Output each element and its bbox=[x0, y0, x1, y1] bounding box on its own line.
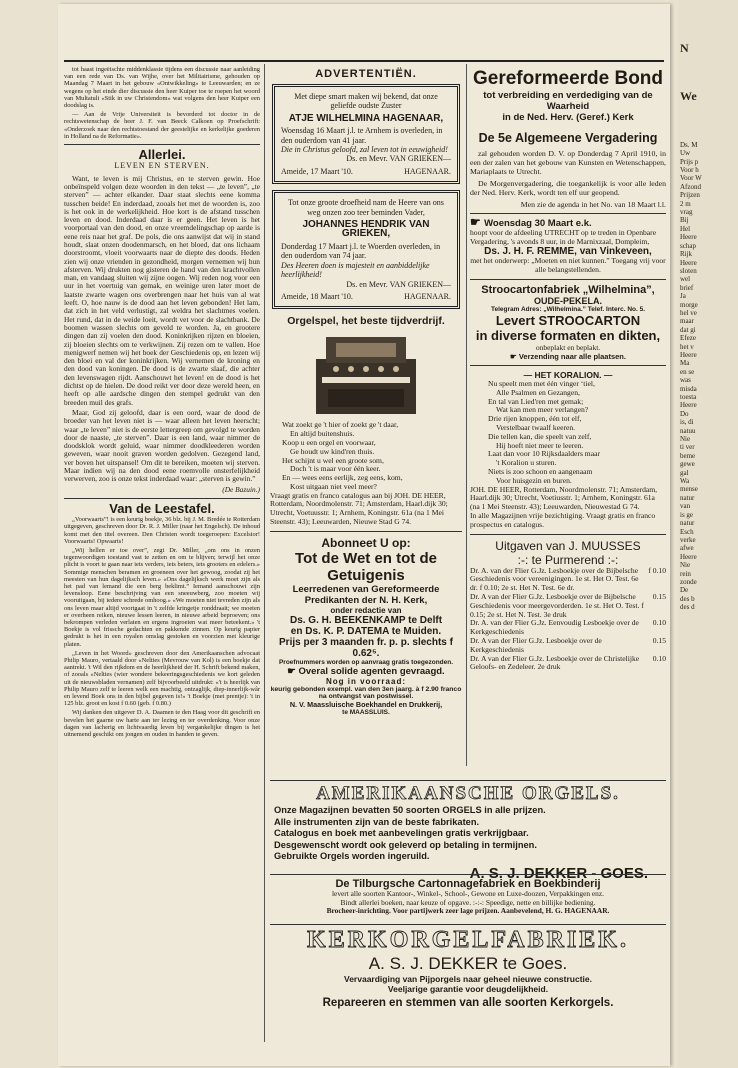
fragment-line: gewe bbox=[680, 460, 695, 469]
fragment-line: Afzond bbox=[680, 182, 701, 191]
column-3 bbox=[470, 66, 666, 766]
vergadering-title: De 5e Algemeene Vergadering bbox=[478, 131, 658, 145]
bond-title: Gereformeerde Bond bbox=[472, 68, 664, 89]
amerikaansche-orgels-ad bbox=[270, 780, 666, 882]
fragment-line: was bbox=[680, 376, 691, 385]
fragment-line: Ja bbox=[680, 292, 686, 301]
notice-name: ATJE WILHELMINA HAGENAAR, bbox=[288, 112, 444, 124]
divider bbox=[470, 279, 666, 280]
intro-paragraph: tot haast ingeëischte middenklassie tijdens een discussie naar aanleiding van een rede van Ds. van Wijhe, over het Militairisme, gehouden op Maandag 7 Maart in het gebouw «Ontwikkeling» te Leeuwarden; en ze wegens op het einde dier discussie den heer Kuiper toe te roepen het woord van Multatuli «Stik in uw Christendom» wat volgens den heer Kuiper een doodslag is. bbox=[64, 66, 260, 110]
poem-line: En — wees eens eerlijk, zeg eens, kom, bbox=[282, 473, 403, 483]
vergadering-paragraph: Men zie de agenda in het No. van 18 Maart l.l. bbox=[520, 200, 666, 209]
poem-line: Wat zoekt ge 't hier of zoekt ge 't daar, bbox=[282, 420, 399, 430]
fragment-line: sloten bbox=[680, 266, 697, 275]
amer-line: Catalogus en boek met aanbevelingen gratis verkrijgbaar. bbox=[274, 828, 529, 838]
abonneet-proef: Proefnummers worden op aanvraag gratis toegezonden. bbox=[278, 658, 454, 666]
tilb-title: De Tilburgsche Cartonnagefabriek en Boekbinderij bbox=[335, 878, 601, 890]
divider bbox=[470, 213, 666, 214]
tilb-line: levert alle soorten Kantoor-, Winkel-, School-, Gewone en Luxe-doozen, Verpakkingen enz. bbox=[331, 889, 605, 898]
koralion-extra: In alle Magazijnen vrije bezichtiging. Vraagt gratis en franco prospectus en catalogus. bbox=[470, 510, 656, 529]
fragment-line: rein bbox=[680, 569, 691, 578]
stroo-adres: Telegram Adres: „Wilhelmina.” Telef. Interc. No. 5. bbox=[490, 305, 646, 313]
notice-intro: Tot onze groote droefheid nam de Heere van ons weg onzen zoo teer beminden Vader, bbox=[288, 198, 444, 217]
poem-line: Nu speelt men met één vinger ‘tiel, bbox=[488, 378, 595, 388]
leven-signature: (De Bazuin.) bbox=[222, 484, 260, 494]
fragment-line: vrag bbox=[680, 208, 693, 217]
notice-place-date: Ameide, 18 Maart '10. bbox=[281, 291, 353, 301]
amer-line: Onze Magazijnen bevatten 50 soorten ORGELS in alle prijzen. bbox=[274, 805, 546, 815]
pointing-hand-icon: ☛ bbox=[287, 665, 299, 677]
fragment-line: Rijk bbox=[680, 250, 693, 259]
abonneet-sub: Leerredenen van Gereformeerde Predikanten der N. H. Kerk, bbox=[292, 583, 440, 606]
pointing-hand-icon: ☛ bbox=[470, 215, 485, 229]
poem-line: Ge houdt uw kind'ren thuis. bbox=[290, 446, 375, 456]
notice-signature: Ds. en Mevr. VAN GRIEKEN— bbox=[346, 279, 451, 289]
fragment-line: Efeze bbox=[680, 334, 696, 343]
poem-line: Voor huisgezin en buren. bbox=[496, 475, 572, 485]
fragment-line: Prijzen bbox=[680, 191, 700, 200]
intro-paragraph: — Aan de Vrije Universiteit is bevorderd tot doctor in de rechtswetenschap de heer J. F. van Beeck Calkoen op Proefschrift: «Onderzoek naar den rechtstoestand der geestelijke en kerkelijke goederen in Holland na de Reformatie». bbox=[64, 111, 260, 140]
dekker-goes: A. S. J. DEKKER - GOES. bbox=[469, 864, 648, 882]
poem-line: Kost uitgaan niet veel meer? bbox=[290, 481, 377, 491]
book-title: Dr. A van der Flier G.Jz. Lesboekje over de Christelijke Geloofs- en Zedeleer. 2e druk bbox=[470, 653, 640, 672]
divider bbox=[64, 144, 260, 145]
allerlei-heading: Allerlei. bbox=[138, 147, 186, 163]
fragment-line: is, di bbox=[680, 418, 694, 427]
poem-line: Wat kan men meer verlangen? bbox=[496, 405, 589, 415]
column-rule-1 bbox=[264, 64, 265, 1042]
fragment-line: Voor h bbox=[680, 166, 699, 175]
fragment-line: gal bbox=[680, 468, 689, 477]
stroo-place: OUDE-PEKELA. bbox=[533, 295, 602, 306]
poem-line: En altijd buitenshuis. bbox=[290, 429, 355, 439]
list-item bbox=[470, 637, 666, 655]
kerkorgelfabriek-ad bbox=[270, 924, 666, 1009]
fragment-line: natur bbox=[680, 493, 695, 502]
fragment-line: Heere bbox=[680, 258, 697, 267]
notice-place-date: Ameide, 17 Maart '10. bbox=[281, 166, 353, 176]
fragment-line: hel ve bbox=[680, 308, 697, 317]
orgel-title: Orgelspel, het beste tijdverdrijf. bbox=[287, 315, 445, 328]
book-price: 0.15 bbox=[652, 635, 666, 645]
fragment-line: dat gi bbox=[680, 325, 696, 334]
fragment-line: ti ver bbox=[680, 443, 695, 452]
fragment-line: Nie bbox=[680, 435, 691, 444]
notice-signature: Ds. en Mevr. VAN GRIEKEN— bbox=[346, 154, 451, 164]
notice-signature-2: HAGENAAR. bbox=[404, 291, 451, 301]
list-item bbox=[470, 567, 666, 593]
list-item bbox=[470, 655, 666, 673]
remme-name: Ds. J. H. F. REMME, van Vinkeveen, bbox=[484, 246, 652, 258]
woensdag-notice bbox=[470, 215, 666, 246]
poem-line: Verstelbaar twaalf keeren. bbox=[496, 422, 576, 432]
fragment-line: toesta bbox=[680, 393, 697, 401]
abonneet-overal bbox=[270, 666, 462, 677]
fragment-line: afwe bbox=[680, 544, 694, 553]
column-rule-2 bbox=[466, 64, 467, 766]
death-notice-1 bbox=[272, 84, 460, 184]
book-title: Dr. A. van der Flier G.Jz. Lesboekje over de Bijbelsche Geschiedenis voor vereenigingen. 1e st. Het O. Test. 6e dr. f 0.10; 2e st. Het N. Test. 6e dr. bbox=[470, 565, 639, 593]
kerk-dekker: A. S. J. DEKKER te Goes. bbox=[368, 954, 568, 973]
muusses-title: Uitgaven van J. MUUSSES bbox=[495, 538, 641, 553]
fragment-line: Uw bbox=[680, 149, 691, 158]
leestafel-paragraph: „Leven in het Woord» geschreven door den Amerikaanschen advocaat Philip Mauro, vertaald door «Nelties (Mevrouw van Kol) is een boekje dat aantrekt. 't Wil den rijkdom en de heerlijkheid der H. Schrift bekend maken, of zooals «Nelties (wier wondere bekeeringsgeschiedenis we kort geleden uit de nieuwsbladen vernamen) zelf bijvoorbeeld uitdrukt: «'t is heerlijk van Philip Mauro zelf te leeren welk een machtig, ontzaglijk, diep-innerlijk-wâr en levend Boek ons in den bijbel gegeven is!» 't Boekje (met prentje): 't in 125 blz. groot en kost f 0.60 (geb. f 0.80.) bbox=[64, 649, 260, 708]
poem-line: Drie rijen knoppen, één tot elf, bbox=[488, 414, 582, 424]
fragment-line: natuu bbox=[680, 426, 696, 435]
fragment-line: Esch bbox=[680, 527, 694, 536]
poem-line: Koop u een orgel en voorwaar, bbox=[282, 437, 376, 447]
fragment-line: van bbox=[680, 502, 691, 511]
notice-quote: Des Heeren doen is majesteit en aanbiddelijke heerlijkheid! bbox=[281, 260, 430, 280]
koralion-text: JOH. DE HEER, Rotterdam, Noordmolenstr. 71; Amsterdam, Haarl.dijk 30; Utrecht, Voetiusstr. 1; Arnhem, Koningstr. 61a (na 1 Mei Steenstr. 43); Leeuwarden, Nieuwestad G 74. bbox=[470, 484, 658, 512]
divider bbox=[270, 531, 462, 532]
next-page-fragments bbox=[678, 0, 738, 616]
book-title: Dr. A. van der Flier G.Jz. Eenvoudig Lesboekje over de Kerkgeschiedenis bbox=[470, 618, 639, 637]
abonneet-keurig: keurig gebonden exempl. van den 3en jaarg. à f 2.90 franco na ontvangst van postwissel. bbox=[270, 685, 462, 700]
fragment-line: Do bbox=[680, 409, 689, 418]
abonneet-redactie: onder redactie van bbox=[330, 605, 402, 615]
kerk-line: Veeljarige garantie voor deugdelijkheid. bbox=[387, 984, 549, 994]
fragment-line: misda bbox=[680, 384, 697, 393]
next-page-edge bbox=[678, 0, 738, 1068]
amer-line: Alle instrumenten zijn van de beste fabrikaten. bbox=[274, 816, 480, 827]
leestafel-paragraph: Wij danken den uitgever D. A. Daamen te den Haag voor dit geschrift en bevelen het gaarne uw harte aan ter lezing en ter overdenking. Voor onze dagen van lacherig en lichtvaardig leven bij vergankelijke dingen is het uitnemend geschikt om jongen en ouden in handen te geven. bbox=[64, 709, 260, 739]
stroo-verzending-row bbox=[470, 352, 666, 361]
poem-line: Laat dan voor 10 Rijksdaalders maar bbox=[488, 449, 600, 459]
fragment-line: Ds. M bbox=[680, 140, 698, 149]
orgel-text: Vraagt gratis en franco catalogus aan bij JOH. DE HEER, Rotterdam, Noordmolenstr. 71; Amsterdam, Haarl.dijk 30; Utrecht, Voetuusstr. 1; Arnhem, Koningstr. 61a (na 1 Mei Steenstr. 43); Leeuwarden, Nieuwe Stad G 74. bbox=[270, 490, 448, 527]
poem-line: Alle Psalmen en Gezangen, bbox=[496, 387, 580, 397]
poem-line: Doch 't is maar voor één keer. bbox=[290, 464, 381, 474]
abonneet-editors-1: Ds. G. H. BEEKENKAMP te Delft bbox=[289, 614, 443, 626]
stroo-levert: Levert STROOCARTON bbox=[495, 312, 641, 328]
fragment-line: Nie bbox=[680, 561, 691, 570]
abonneet-price: Prijs per 3 maanden fr. p. p. slechts f 0.62⁵. bbox=[279, 636, 453, 659]
stroo-formaten: in diverse formaten en dikten, bbox=[475, 327, 661, 343]
abonneet-publisher: N. V. Maassluische Boekhandel en Drukkerij, bbox=[289, 699, 443, 709]
fragment-line: mense bbox=[680, 485, 698, 494]
book-price: 0.10 bbox=[652, 618, 666, 628]
notice-intro: Met diepe smart maken wij bekend, dat onze geliefde oudste Zuster bbox=[294, 92, 438, 111]
fragment-line: N bbox=[680, 41, 689, 55]
vergadering-paragraph: zal gehouden worden D. V. op Donderdag 7 April 1910, in een der zalen van het gebouw van Kunsten en Wetenschappen, Mariaplaats te Utrecht. bbox=[470, 149, 666, 176]
tilb-line: Brocheer-inrichting. Voor partijwerk zeer lage prijzen. Aanbevelend, H. G. HAGENAAR. bbox=[326, 906, 610, 916]
notice-name: JOHANNES HENDRIK VAN GRIEKEN, bbox=[302, 219, 430, 240]
kerk-title: KERKORGELFABRIEK. bbox=[307, 927, 629, 953]
column-2 bbox=[270, 66, 462, 766]
bond-subtitle-2: in de Ned. Herv. (Geref.) Kerk bbox=[502, 112, 634, 123]
abonneet-editors-2: en Ds. K. P. DATEMA te Muiden. bbox=[290, 625, 442, 637]
book-price: 0.10 bbox=[652, 653, 666, 663]
fragment-line: morge bbox=[680, 300, 698, 309]
fragment-line: Wa bbox=[680, 477, 690, 486]
fragment-line: Prijs p bbox=[680, 157, 699, 166]
woensdag-line: Woensdag 30 Maart e.k. bbox=[484, 218, 592, 229]
fragment-line: Bij bbox=[680, 216, 689, 225]
fragment-line: 2 m bbox=[680, 199, 691, 208]
amer-title: AMERIKAANSCHE ORGELS. bbox=[316, 783, 620, 804]
poem-line: Die tellen kan, die speelt van zelf, bbox=[488, 431, 592, 441]
organ-illustration-icon bbox=[306, 329, 426, 419]
leven-subtitle: LEVEN EN STERVEN. bbox=[114, 161, 210, 171]
fragment-line: Heere bbox=[680, 401, 697, 410]
fragment-line: De bbox=[680, 586, 689, 595]
notice-quote: Die in Christus geloofd, zal leven tot in eeuwigheid! bbox=[281, 145, 448, 155]
book-title: Dr. A van der Flier G.Jz. Lesboekje over de Bijbelsche Geschiedenis voor meergevorderden. 1e st. Het O. Test. f 0.15; 2e st. Het N. Test. 3e druk bbox=[470, 591, 644, 619]
notice-body: Woensdag 16 Maart j.l. te Arnhem is overleden, in den ouderdom van 41 jaar. bbox=[281, 126, 443, 145]
amer-line: Gebruikte Orgels worden ingeruild. bbox=[274, 851, 430, 861]
leestafel-paragraph: „Wij hellen er toe over”, zegt Dr. Miller, „om ons in onzen tegenwoordigen toestand vast te zetten en om te blijven; terwijl het onze plicht is voort te gaan naar iets verders, iets beters, iets grooters en edelers.» Sommige menschen beramen en groeneen over het gewoog, zoodat zij het meesten van hun dagelijksch leven.» «Ons dagelijksch werk moet zijn als het pad van lemand die een berg beklimt.” Iemand aanschouwt zijn levensloop. Eene beschrijving van een sneeuwberg, zoo moeten wij vooruitgaan, bij iedere schrede omhoog.» «We moeten niet tevreden zijn als ons leven maar altijd voortgaat in 't zelfde kringetje ronddraait; we moeten er overheen reiken, nieuwe lessen leeren, in nieuwe arbeid beproeven; ons bekrompen verleden verlaten en ergens ingroeien wat meer beteekent.» 't Boekje is vol frissche gedachten en pakkende zinnen. Op keurig papier gedrukt is het in een royalen omslag gestoken en voorzien met kleurige platen. bbox=[64, 547, 260, 648]
fragment-line: brief bbox=[680, 283, 694, 292]
kerk-line: Vervaardiging van Pijporgels naar geheel nieuwe constructie. bbox=[344, 974, 592, 984]
orgel-poem bbox=[270, 421, 462, 491]
fragment-line: beme bbox=[680, 451, 696, 460]
divider bbox=[64, 498, 260, 499]
fragment-line: des d bbox=[680, 603, 695, 612]
fragment-line: maar bbox=[680, 317, 694, 326]
poem-line: Niets is zoo schoon en aangenaam bbox=[488, 466, 593, 476]
leestafel-heading: Van de Leestafel. bbox=[109, 500, 215, 516]
fragment-line: schap bbox=[680, 241, 696, 250]
book-title: Dr. A van der Flier G.Jz. Lesboekje over de Kerkgeschiedenis bbox=[470, 635, 602, 654]
muusses-place: :-: te Purmerend :-: bbox=[517, 552, 619, 567]
fragment-line: Heere bbox=[680, 233, 697, 242]
fragment-line: zonde bbox=[680, 577, 697, 586]
list-item bbox=[470, 593, 666, 619]
divider bbox=[470, 534, 666, 535]
kerk-repair: Repareeren en stemmen van alle soorten Kerkorgels. bbox=[322, 997, 614, 1009]
leestafel-paragraph: „Voorwaarts”! is een keurig boekje, 36 blz. bij J. M. Bredée te Rotterdam uitgegeven, geschreven door Dr. R. J. Miller (naar het Engelsch). De inhoud komt met den titel overeen. Den Christen wordt toegeroepen: Excelsior! Voorwaarts! Opwaarts! bbox=[64, 516, 260, 545]
poem-line: En tal van Lied'ren met gemak; bbox=[488, 396, 584, 406]
fragment-line: Heere bbox=[680, 552, 697, 561]
book-price: f 0.10 bbox=[648, 565, 666, 575]
fragment-line: en se bbox=[680, 367, 695, 376]
death-notice-2 bbox=[272, 190, 460, 309]
woensdag-text: hoopt voor de afdeeling UTRECHT op te treden in Openbare Vergadering, 's avonds 8 uur, in de Marnixzaal, Dompleim, bbox=[470, 227, 657, 246]
amer-lines bbox=[270, 805, 666, 863]
stroo-opgave: onbeplakt en beplakt. bbox=[535, 342, 601, 352]
poem-line: Hij hoeft niet meer te leeren. bbox=[496, 440, 584, 450]
bond-subtitle-1: tot verbreiding en verdediging van de Waarheid bbox=[483, 90, 653, 112]
divider bbox=[470, 365, 666, 366]
koralion-poem bbox=[470, 380, 666, 486]
fragment-line: verke bbox=[680, 535, 696, 544]
leven-paragraph: Want, te leven is mij Christus, en te sterven gewin. Hoe onbeïnspeld volgen deze woorden in den tekst — „te leven”, „te sterven” — achter elkander. Daar staat slechts eene komma tusschen beide! En inderdaad, zooals het met de woorden is, zoo is het ook in de werkelijkheid. Hoe kort is de afstand tusschen leven en dood. Inderdaad daar is er geen. Het leven is het voorportaal van den dood, en onze vreemdelingschap op aarde is eene reis naar het graf. De pols, die ons aanwijst dat wij in stand houdt, slaat onzen doodenmarsch, en het bloed, dat ons lichaam doorstroomt, vloeit voorwaarts naar de diepte des doods. Heden zien wij onze vrienden in gezondheid, morgen vernemen wij hun afsterven. Wij drukten nog gisteren de hand van den krachtvollen man, en vandaag sluiten wij zijne oogen. Wij reden nog voor een uur in het voertuig van gemak, en weinige uren later moet de laatste zwarte wagen ons overbrengen naar het huis van al wat leeft. O, hoe nauw is de dood aan het leven gebonden! Het lam, dat zich in het veld verlustigt, zal weldra het slachtmes voelen. Het rund, dat in de weide loeit, wordt vet voor de slachtbank. De boomen wassen slechts om geveld te worden. Ja, en grootere dingen dan zij voelen den dood. Koninkrijken rijzen en bloeien, zij bloeien slechts om te verkwijnen. Zij rezen om te vallen. Hoe menigwerf nemen wij het boek der Geschiedenis op, en lezen wij den bloei en val der koninkrijken. Wij vernemen de kroning en den dood van koningen. De dood is de zwarte slaaf, die achter den levenswagen rijdt. Aanschouwt het leven! en de dood is het dichtst op de hielen. De dood reikt ver door deze wereld heen, en heeft op alle aardsche dingen den stempel gedrukt van den breeden muil des grafs. bbox=[64, 173, 260, 407]
top-rule bbox=[64, 60, 664, 62]
book-list bbox=[470, 567, 666, 673]
column-1 bbox=[64, 66, 260, 1056]
fragment-line: natur bbox=[680, 519, 695, 528]
book-price: 0.15 bbox=[652, 591, 666, 601]
fragment-line: het v bbox=[680, 342, 694, 351]
abonneet-title: Abonneet U op: bbox=[321, 535, 411, 550]
stroo-verzending: Verzending naar alle plaatsen. bbox=[518, 351, 626, 361]
poem-line: Het schijnt u wel een groote som, bbox=[282, 455, 384, 465]
pointing-hand-icon: ☛ bbox=[510, 351, 519, 361]
remme-text: met het onderwerp: „Moeten en niet kunnen.” Toegang vrij voor alle belangstellenden. bbox=[470, 256, 666, 275]
overal-text: Overal solide agenten gevraagd. bbox=[298, 665, 445, 677]
fragment-line: We bbox=[680, 89, 697, 104]
stroo-title: Stroocartonfabriek „Wilhelmina”, bbox=[481, 283, 655, 296]
abonneet-nog: Nog in voorraad: bbox=[325, 676, 406, 686]
fragment-line: Hel bbox=[680, 224, 691, 233]
fragment-line: Ma bbox=[680, 359, 690, 368]
amer-line: Desgewenscht wordt ook geleverd op betaling in termijnen. bbox=[274, 839, 537, 850]
vergadering-paragraph: De Morgenvergadering, die toegankelijk is voor alle leden der Ned. Herv. Kerk, wordt ten elf uur geopend. bbox=[470, 179, 666, 197]
advertenties-header: ADVERTENTIËN. bbox=[315, 68, 417, 80]
tilb-line: Bindt allerlei boeken, naar keuze of opgave. :-:-: Speedige, nette en billijke bediening. bbox=[340, 897, 596, 907]
abonneet-publisher-place: te MAASSLUIS. bbox=[342, 708, 390, 716]
newspaper-page bbox=[58, 4, 670, 1066]
abonneet-big-title: Tot de Wet en tot de Getuigenis bbox=[295, 549, 437, 584]
notice-signature-2: HAGENAAR. bbox=[404, 166, 451, 176]
koralion-title: — HET KORALION. — bbox=[523, 369, 613, 380]
tilburgsche-ad bbox=[270, 874, 666, 916]
leven-paragraph: Maar, God zij geloofd, daar is een oord, waar de dood de broeder van het leven niet is — waar alleen het leven heerscht; waar „te leven” niet is de eerste lettergreep om gevolgd te worden door de naaste, „te sterven”. Daar is een land, waar nimmer de doodsklok wordt geluid, waar nimmer doodkleederen worden geweven, waar nooit graven worden gedolven. Gezegend land, ver boven het uitspansel! Om dit te bereiken, moeten wij sterven. Maar indien wij na den dood eene roemvolle onsterfelijkheid verwerven, zoo is onze tekst inderdaad waar: „sterven is gewin.” bbox=[64, 407, 260, 484]
fragment-line: des b bbox=[680, 594, 695, 603]
fragment-line: Voor W bbox=[680, 174, 702, 183]
fragment-line: Heere bbox=[680, 350, 697, 359]
fragment-line: wel bbox=[680, 275, 691, 284]
poem-line: 't Koralion u sturen. bbox=[496, 458, 557, 468]
notice-body: Donderdag 17 Maart j.l. te Woerden overleden, in den ouderdom van 74 jaar. bbox=[281, 241, 441, 261]
list-item bbox=[470, 619, 666, 637]
fragment-line: is ge bbox=[680, 510, 694, 519]
